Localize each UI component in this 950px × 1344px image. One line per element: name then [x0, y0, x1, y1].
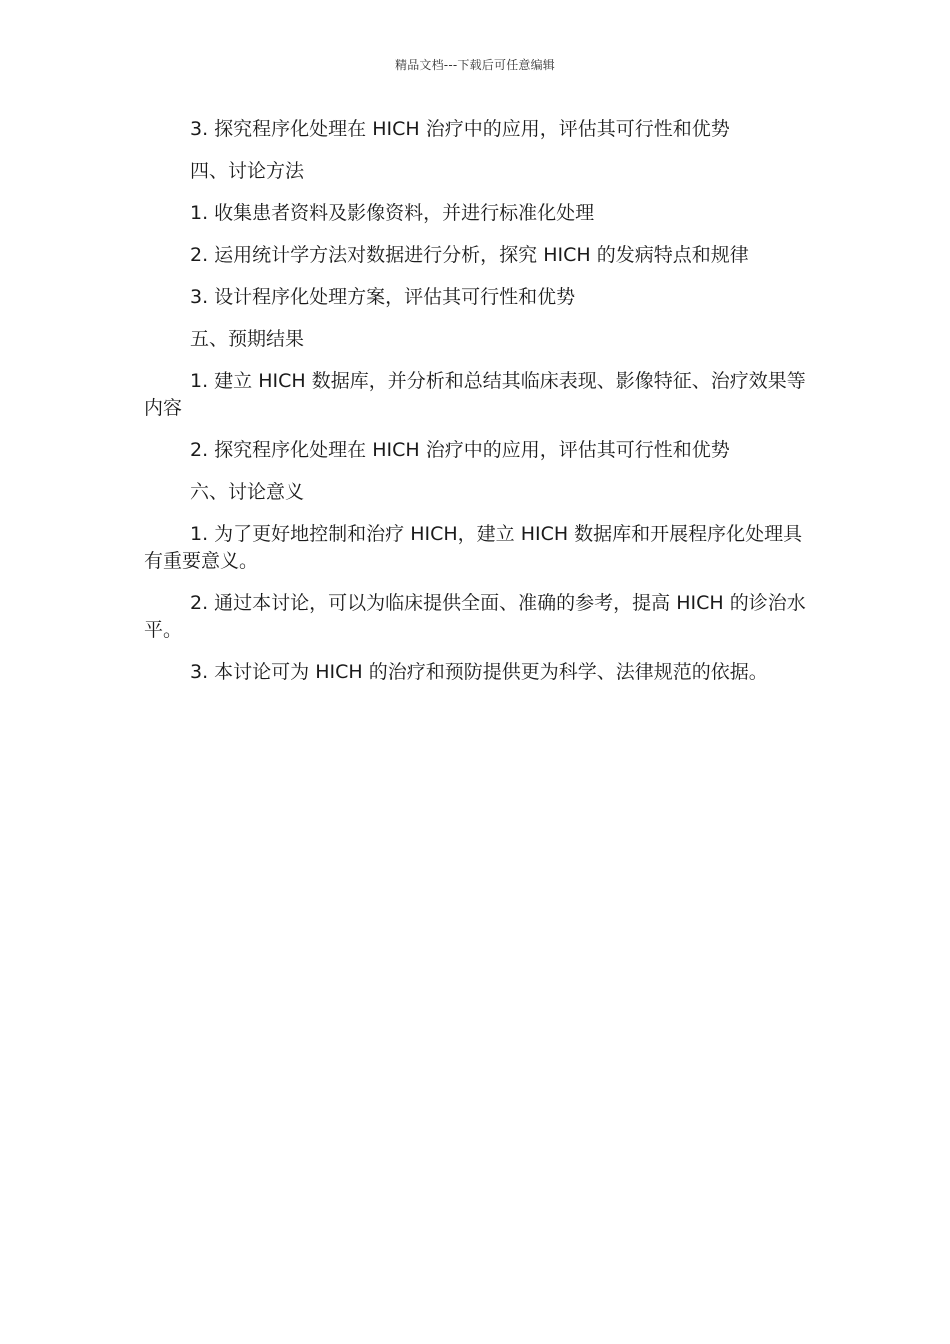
paragraph-goal-3: 3. 探究程序化处理在 HICH 治疗中的应用，评估其可行性和优势	[190, 118, 730, 140]
section-heading-methods: 四、讨论方法	[190, 160, 305, 182]
paragraph-significance-3: 3. 本讨论可为 HICH 的治疗和预防提供更为科学、法律规范的依据。	[190, 661, 768, 683]
paragraph-method-1: 1. 收集患者资料及影像资料，并进行标准化处理	[190, 202, 595, 224]
paragraph-result-1: 1. 建立 HICH 数据库，并分析和总结其临床表现、影像特征、治疗效果等内容	[144, 370, 806, 419]
section-heading-expected-results: 五、预期结果	[190, 328, 305, 350]
section-heading-significance: 六、讨论意义	[190, 481, 305, 503]
paragraph-method-2: 2. 运用统计学方法对数据进行分析，探究 HICH 的发病特点和规律	[190, 244, 749, 266]
paragraph-significance-2: 2. 通过本讨论，可以为临床提供全面、准确的参考，提高 HICH 的诊治水平。	[144, 592, 806, 641]
paragraph-method-3: 3. 设计程序化处理方案，评估其可行性和优势	[190, 286, 576, 308]
document-body	[144, 116, 808, 701]
page-header: 精品文档---下载后可任意编辑	[395, 58, 555, 72]
paragraph-result-2: 2. 探究程序化处理在 HICH 治疗中的应用，评估其可行性和优势	[190, 439, 730, 461]
paragraph-significance-1: 1. 为了更好地控制和治疗 HICH，建立 HICH 数据库和开展程序化处理具有重要意义。	[144, 523, 803, 572]
